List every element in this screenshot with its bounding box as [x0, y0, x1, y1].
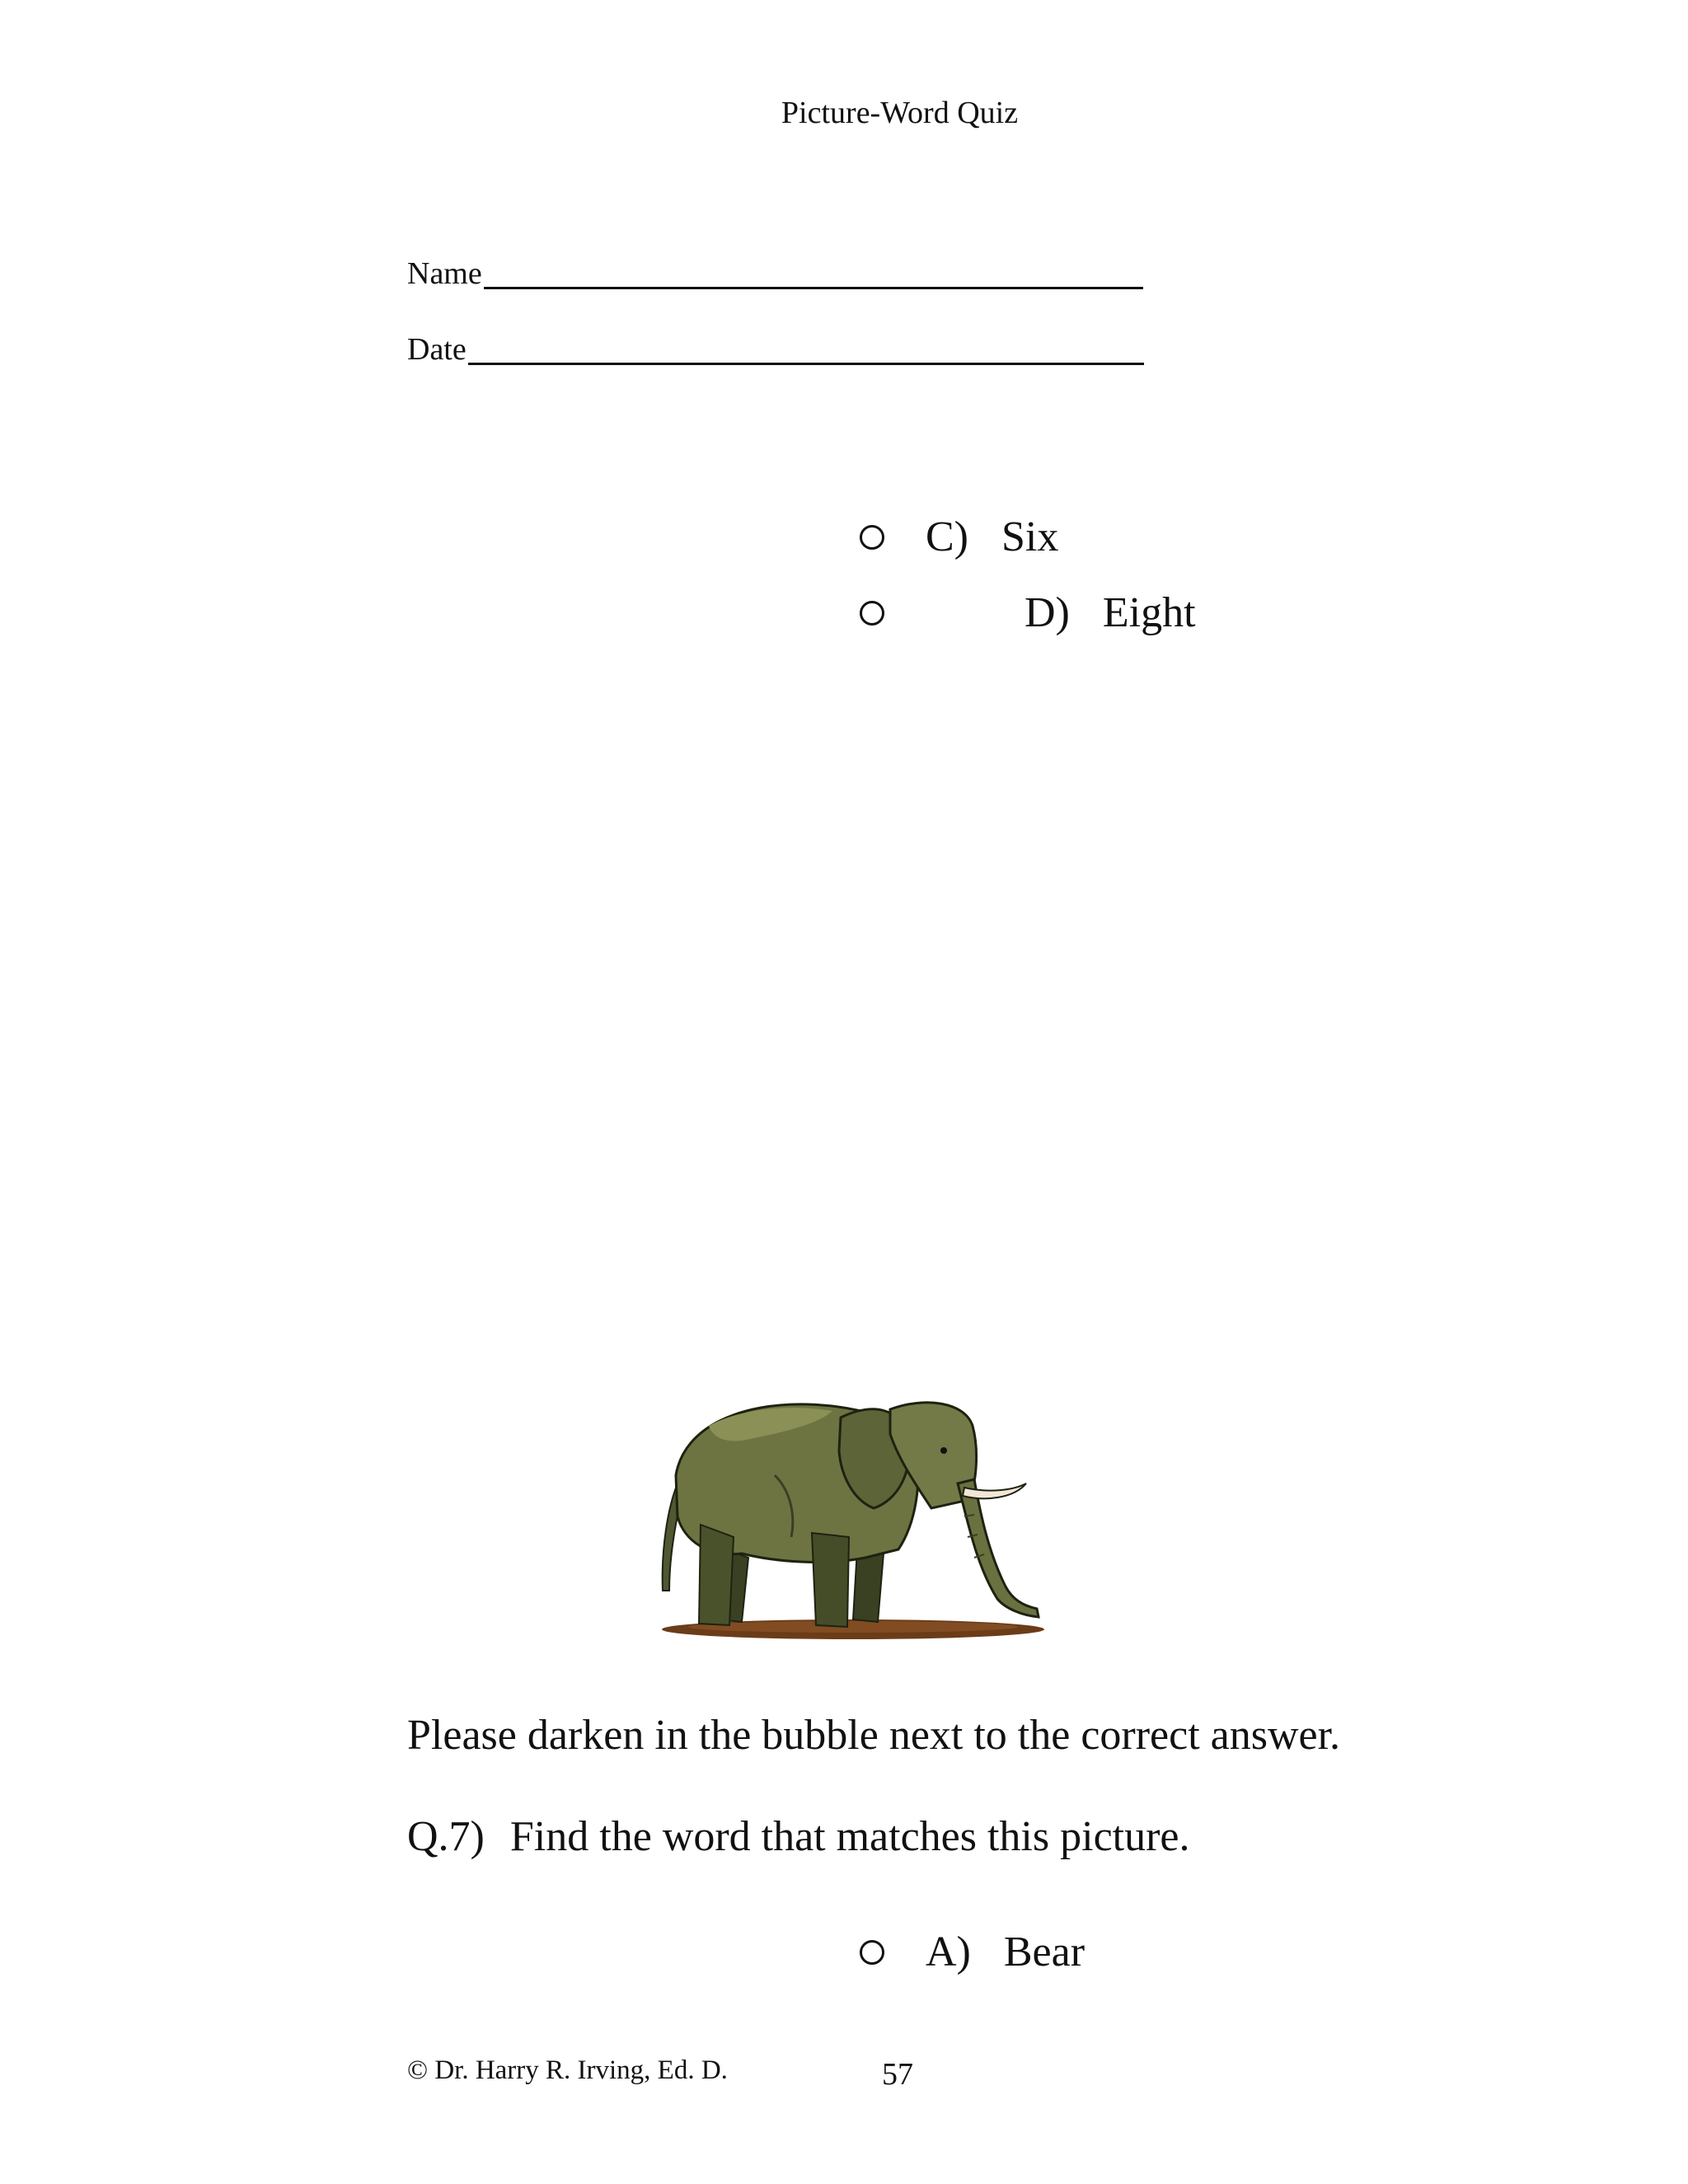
elephant-icon	[651, 1393, 1055, 1644]
option-letter: A)	[926, 1929, 971, 1975]
option-letter: D)	[1025, 589, 1070, 636]
date-label: Date	[407, 332, 467, 367]
option-c[interactable]	[860, 513, 1059, 560]
name-label: Name	[407, 256, 482, 291]
copyright-text: © Dr. Harry R. Irving, Ed. D.	[407, 2055, 728, 2085]
answer-bubble[interactable]	[860, 601, 884, 626]
option-word: Eight	[1102, 589, 1196, 636]
question-text: Find the word that matches this picture.	[509, 1813, 1190, 1860]
date-input-line[interactable]	[468, 331, 1144, 365]
option-word: Bear	[1003, 1929, 1085, 1975]
option-word: Six	[1001, 513, 1059, 560]
name-field[interactable]	[407, 255, 1143, 289]
date-field[interactable]	[407, 331, 1144, 365]
option-a[interactable]	[860, 1931, 1085, 1974]
option-d[interactable]	[860, 589, 1196, 636]
name-input-line[interactable]	[484, 255, 1143, 289]
instruction-text: Please darken in the bubble next to the correct answer.	[407, 1712, 1341, 1759]
question-number: Q.7)	[407, 1813, 485, 1860]
answer-bubble[interactable]	[860, 525, 884, 550]
page-title: Picture-Word Quiz	[781, 96, 1019, 130]
answer-bubble[interactable]	[860, 1940, 884, 1965]
page-number: 57	[882, 2057, 913, 2092]
option-letter: C)	[926, 513, 968, 560]
question	[407, 1813, 1190, 1860]
